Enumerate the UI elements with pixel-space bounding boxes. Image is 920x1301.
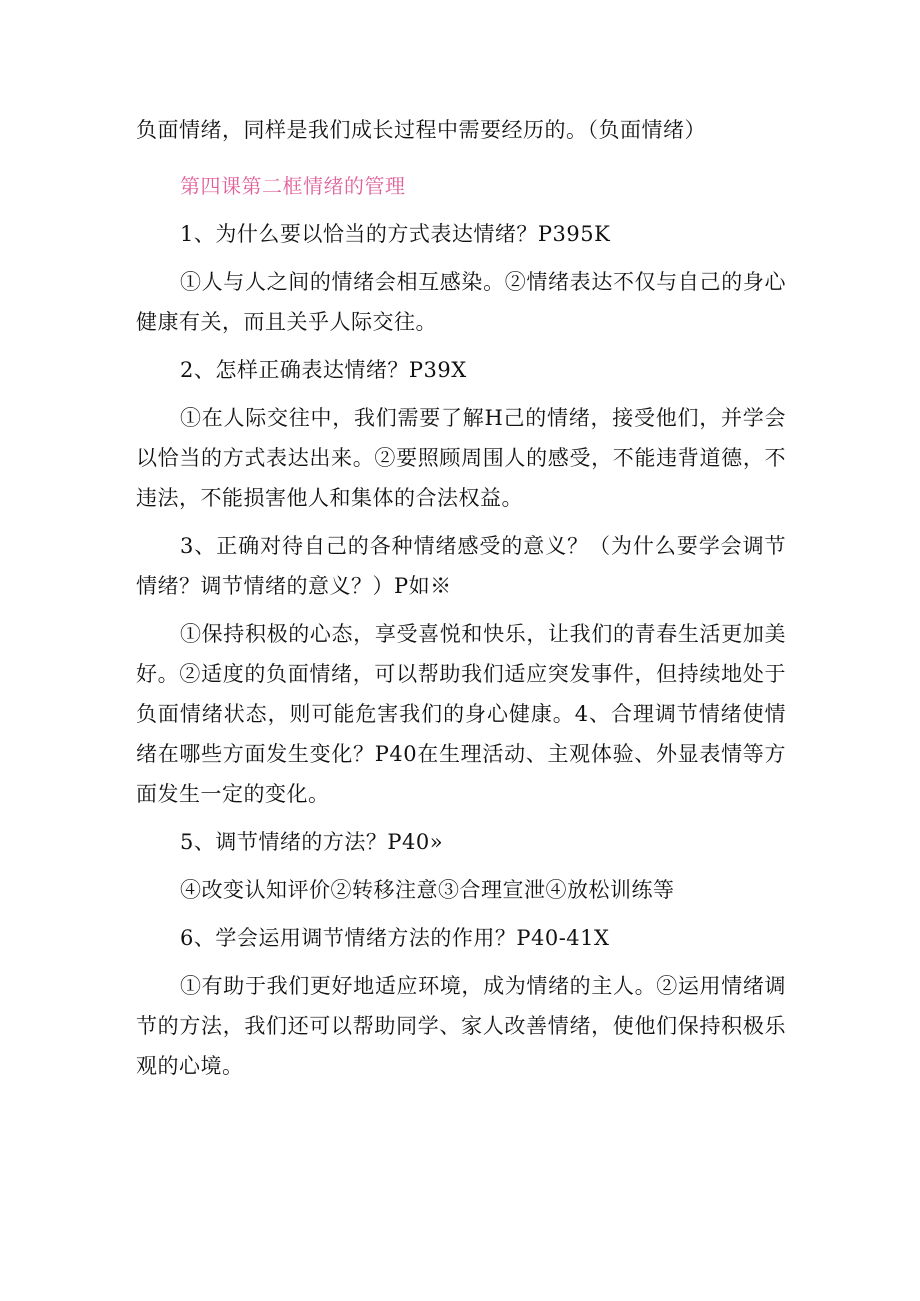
answer-6: ①有助于我们更好地适应环境，成为情绪的主人。②运用情绪调节的方法，我们还可以帮助同学、家人改善情绪，使他们保持积极乐观的心境。 (136, 974, 786, 1078)
answer-2: ①在人际交往中，我们需要了解H己的情绪，接受他们，并学会以恰当的方式表达出来。②要照顾周围人的感受，不能违背道德，不违法，不能损害他人和集体的合法权益。 (136, 406, 786, 510)
question-1: 1、为什么要以恰当的方式表达情绪？P395K (180, 222, 611, 246)
answer-3: ①保持积极的心态，享受喜悦和快乐，让我们的青春生活更加美好。②适度的负面情绪，可以帮助我们适应突发事件，但持续地处于负面情绪状态，则可能危害我们的身心健康。4、合理调节情绪使情绪在哪些方面发生变化？P40在生理活动、主观体验、外显表情等方面发生一定的变化。 (136, 622, 786, 806)
document-body (136, 110, 786, 1086)
question-6: 6、学会运用调节情绪方法的作用？P40-41X (180, 926, 610, 950)
intro-paragraph: 负面情绪，同样是我们成长过程中需要经历的。（负面情绪） (136, 118, 706, 142)
question-3: 3、正确对待自己的各种情绪感受的意义？（为什么要学会调节情绪？调节情绪的意义？）P如※ (136, 534, 786, 598)
answer-5: ④改变认知评价②转移注意③合理宣泄④放松训练等 (180, 878, 675, 902)
question-5: 5、调节情绪的方法？P40» (180, 830, 444, 854)
question-2: 2、怎样正确表达情绪？P39X (180, 358, 467, 382)
answer-1: ①人与人之间的情绪会相互感染。②情绪表达不仅与自己的身心健康有关，而且关乎人际交往。 (136, 270, 786, 334)
section-title: 第四课第二框情绪的管理 (180, 174, 406, 198)
